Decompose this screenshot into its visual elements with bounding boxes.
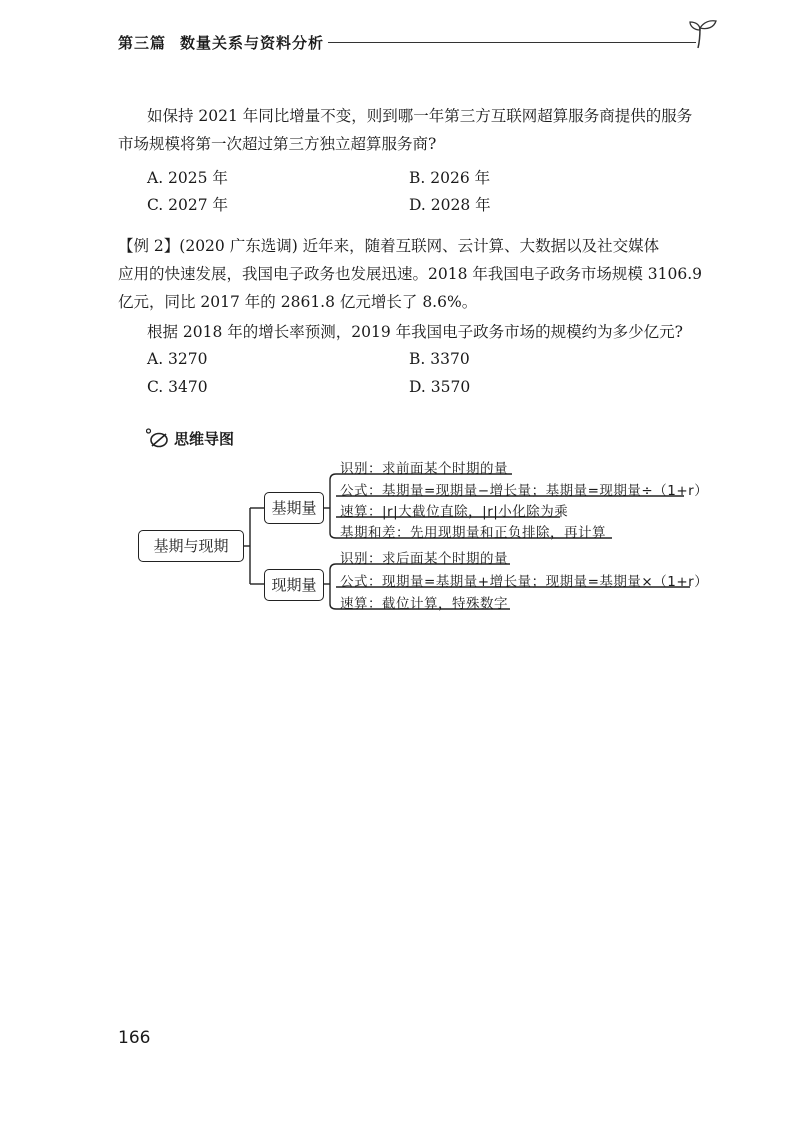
option-b: B. 2026 年 xyxy=(409,169,491,187)
example-question: 根据 2018 年的增长率预测，2019 年我国电子政务市场的规模约为多少亿元? xyxy=(147,323,683,341)
mindmap-leaf: 公式：现期量=基期量+增长量；现期量=基期量×（1+r） xyxy=(340,574,709,590)
question-text-line: 市场规模将第一次超过第三方独立超算服务商? xyxy=(118,135,437,153)
example-text-line: 应用的快速发展，我国电子政务也发展迅速。2018 年我国电子政务市场规模 3106.9 xyxy=(118,265,703,283)
question-text-line: 如保持 2021 年同比增量不变，则到哪一年第三方互联网超算服务商提供的服务 xyxy=(147,107,693,125)
mindmap-branch-base-period: 基期量 xyxy=(264,492,324,524)
mindmap-leaf: 速算：|r|大截位直除，|r|小化除为乘 xyxy=(340,504,569,520)
mindmap-leaf: 识别：求后面某个时期的量 xyxy=(340,551,508,567)
section-title: 数量关系与资料分析 xyxy=(180,34,325,52)
option-a: A. 3270 xyxy=(147,350,208,368)
mindmap-leaf: 公式：基期量=现期量−增长量；基期量=现期量÷（1+r） xyxy=(340,483,709,499)
mindmap-root-node: 基期与现期 xyxy=(138,530,244,562)
mindmap-leaf: 识别：求前面某个时期的量 xyxy=(340,461,508,477)
example-text-line: 亿元，同比 2017 年的 2861.8 亿元增长了 8.6%。 xyxy=(118,293,478,311)
mindmap-leaf: 基期和差：先用现期量和正负排除，再计算 xyxy=(340,525,606,541)
part-label: 第三篇 xyxy=(118,34,167,52)
option-c: C. 3470 xyxy=(147,378,208,396)
mindmap-branch-current-period: 现期量 xyxy=(264,569,324,601)
page-number: 166 xyxy=(118,1028,151,1048)
example-text-line: 【例 2】(2020 广东选调) 近年来，随着互联网、云计算、大数据以及社交媒体 xyxy=(118,237,660,255)
mindmap-leaf: 速算：截位计算，特殊数字 xyxy=(340,596,508,612)
option-c: C. 2027 年 xyxy=(147,196,229,214)
option-b: B. 3370 xyxy=(409,350,470,368)
mindmap-title: 思维导图 xyxy=(174,430,235,448)
option-a: A. 2025 年 xyxy=(147,169,228,187)
option-d: D. 2028 年 xyxy=(409,196,491,214)
option-d: D. 3570 xyxy=(409,378,471,396)
